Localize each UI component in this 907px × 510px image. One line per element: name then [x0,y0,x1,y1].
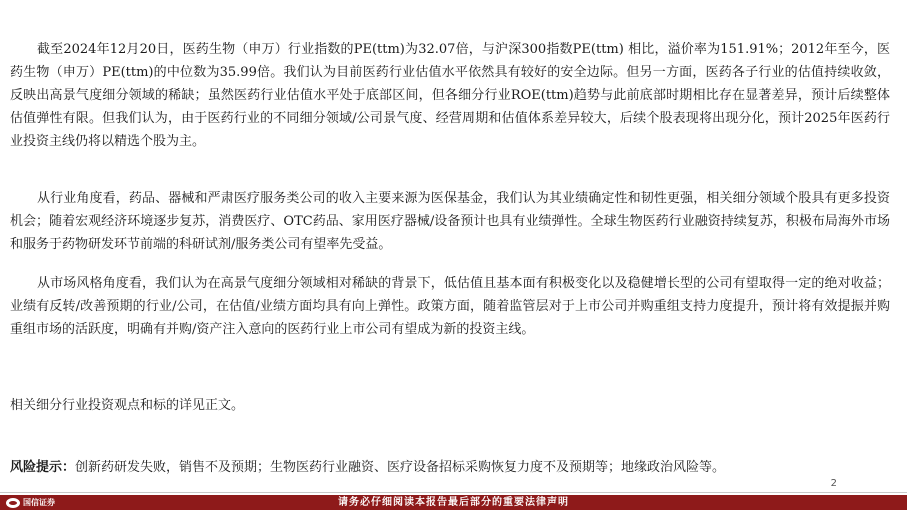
risk-warning [10,456,890,479]
paragraph-market-style: 从市场风格角度看，我们认为在高景气度细分领域相对稀缺的背景下，低估值且基本面有积极变化以及稳健增长型的公司有望取得一定的绝对收益；业绩有反转/改善预期的行业/公司，在估值/业绩方面均具有向上弹性。政策方面，随着监管层对于上市公司并购重组支持力度提升，预计将有效提振并购重组市场的活跃度，明确有并购/资产注入意向的医药行业上市公司有望成为新的投资主线。 [10,276,890,337]
logo-text: 国信证券 [23,498,55,507]
paragraph-note: 相关细分行业投资观点和标的详见正文。 [10,398,245,413]
paragraph-industry-view: 从行业角度看，药品、器械和严肃医疗服务类公司的收入主要来源为医保基金，我们认为其业绩确定性和韧性更强，相关细分领域个股具有更多投资机会；随着宏观经济环境逐步复苏，消费医疗、OTC药品、家用医疗器械/设备预计也具有业绩弹性。全球生物医药行业融资持续复苏，积极布局海外市场和服务于药物研发环节前端的科研试剂/服务类公司有望率先受益。 [10,191,890,252]
risk-label: 风险提示： [10,460,76,475]
paragraph-valuation: 截至2024年12月20日，医药生物（申万）行业指数的PE(ttm)为32.07倍，与沪深300指数PE(ttm) 相比，溢价率为151.91%；2012年至今，医药生物（申万）PE(ttm)的中位数为35.99倍。我们认为目前医药行业估值水平依然具有较好的安全边际。但另一方面，医药各子行业的估值持续收敛，反映出高景气度细分领域的稀缺；虽然医药行业估值水平处于底部区间，但各细分行业ROE(ttm)趋势与此前底部时期相比存在显著差异，预计后续整体估值弹性有限。但我们认为，由于医药行业的不同细分领域/公司景气度、经营周期和估值体系差异较大，后续个股表现将出现分化，预计2025年医药行业投资主线仍将以精选个股为主。 [10,42,890,149]
footer-divider [0,492,907,493]
page-number: 2 [830,478,837,489]
risk-text: 创新药研发失败，销售不及预期；生物医药行业融资、医疗设备招标采购恢复力度不及预期等；地缘政治风险等。 [75,460,726,475]
legal-disclaimer: 请务必仔细阅读本报告最后部分的重要法律声明 [338,497,569,508]
